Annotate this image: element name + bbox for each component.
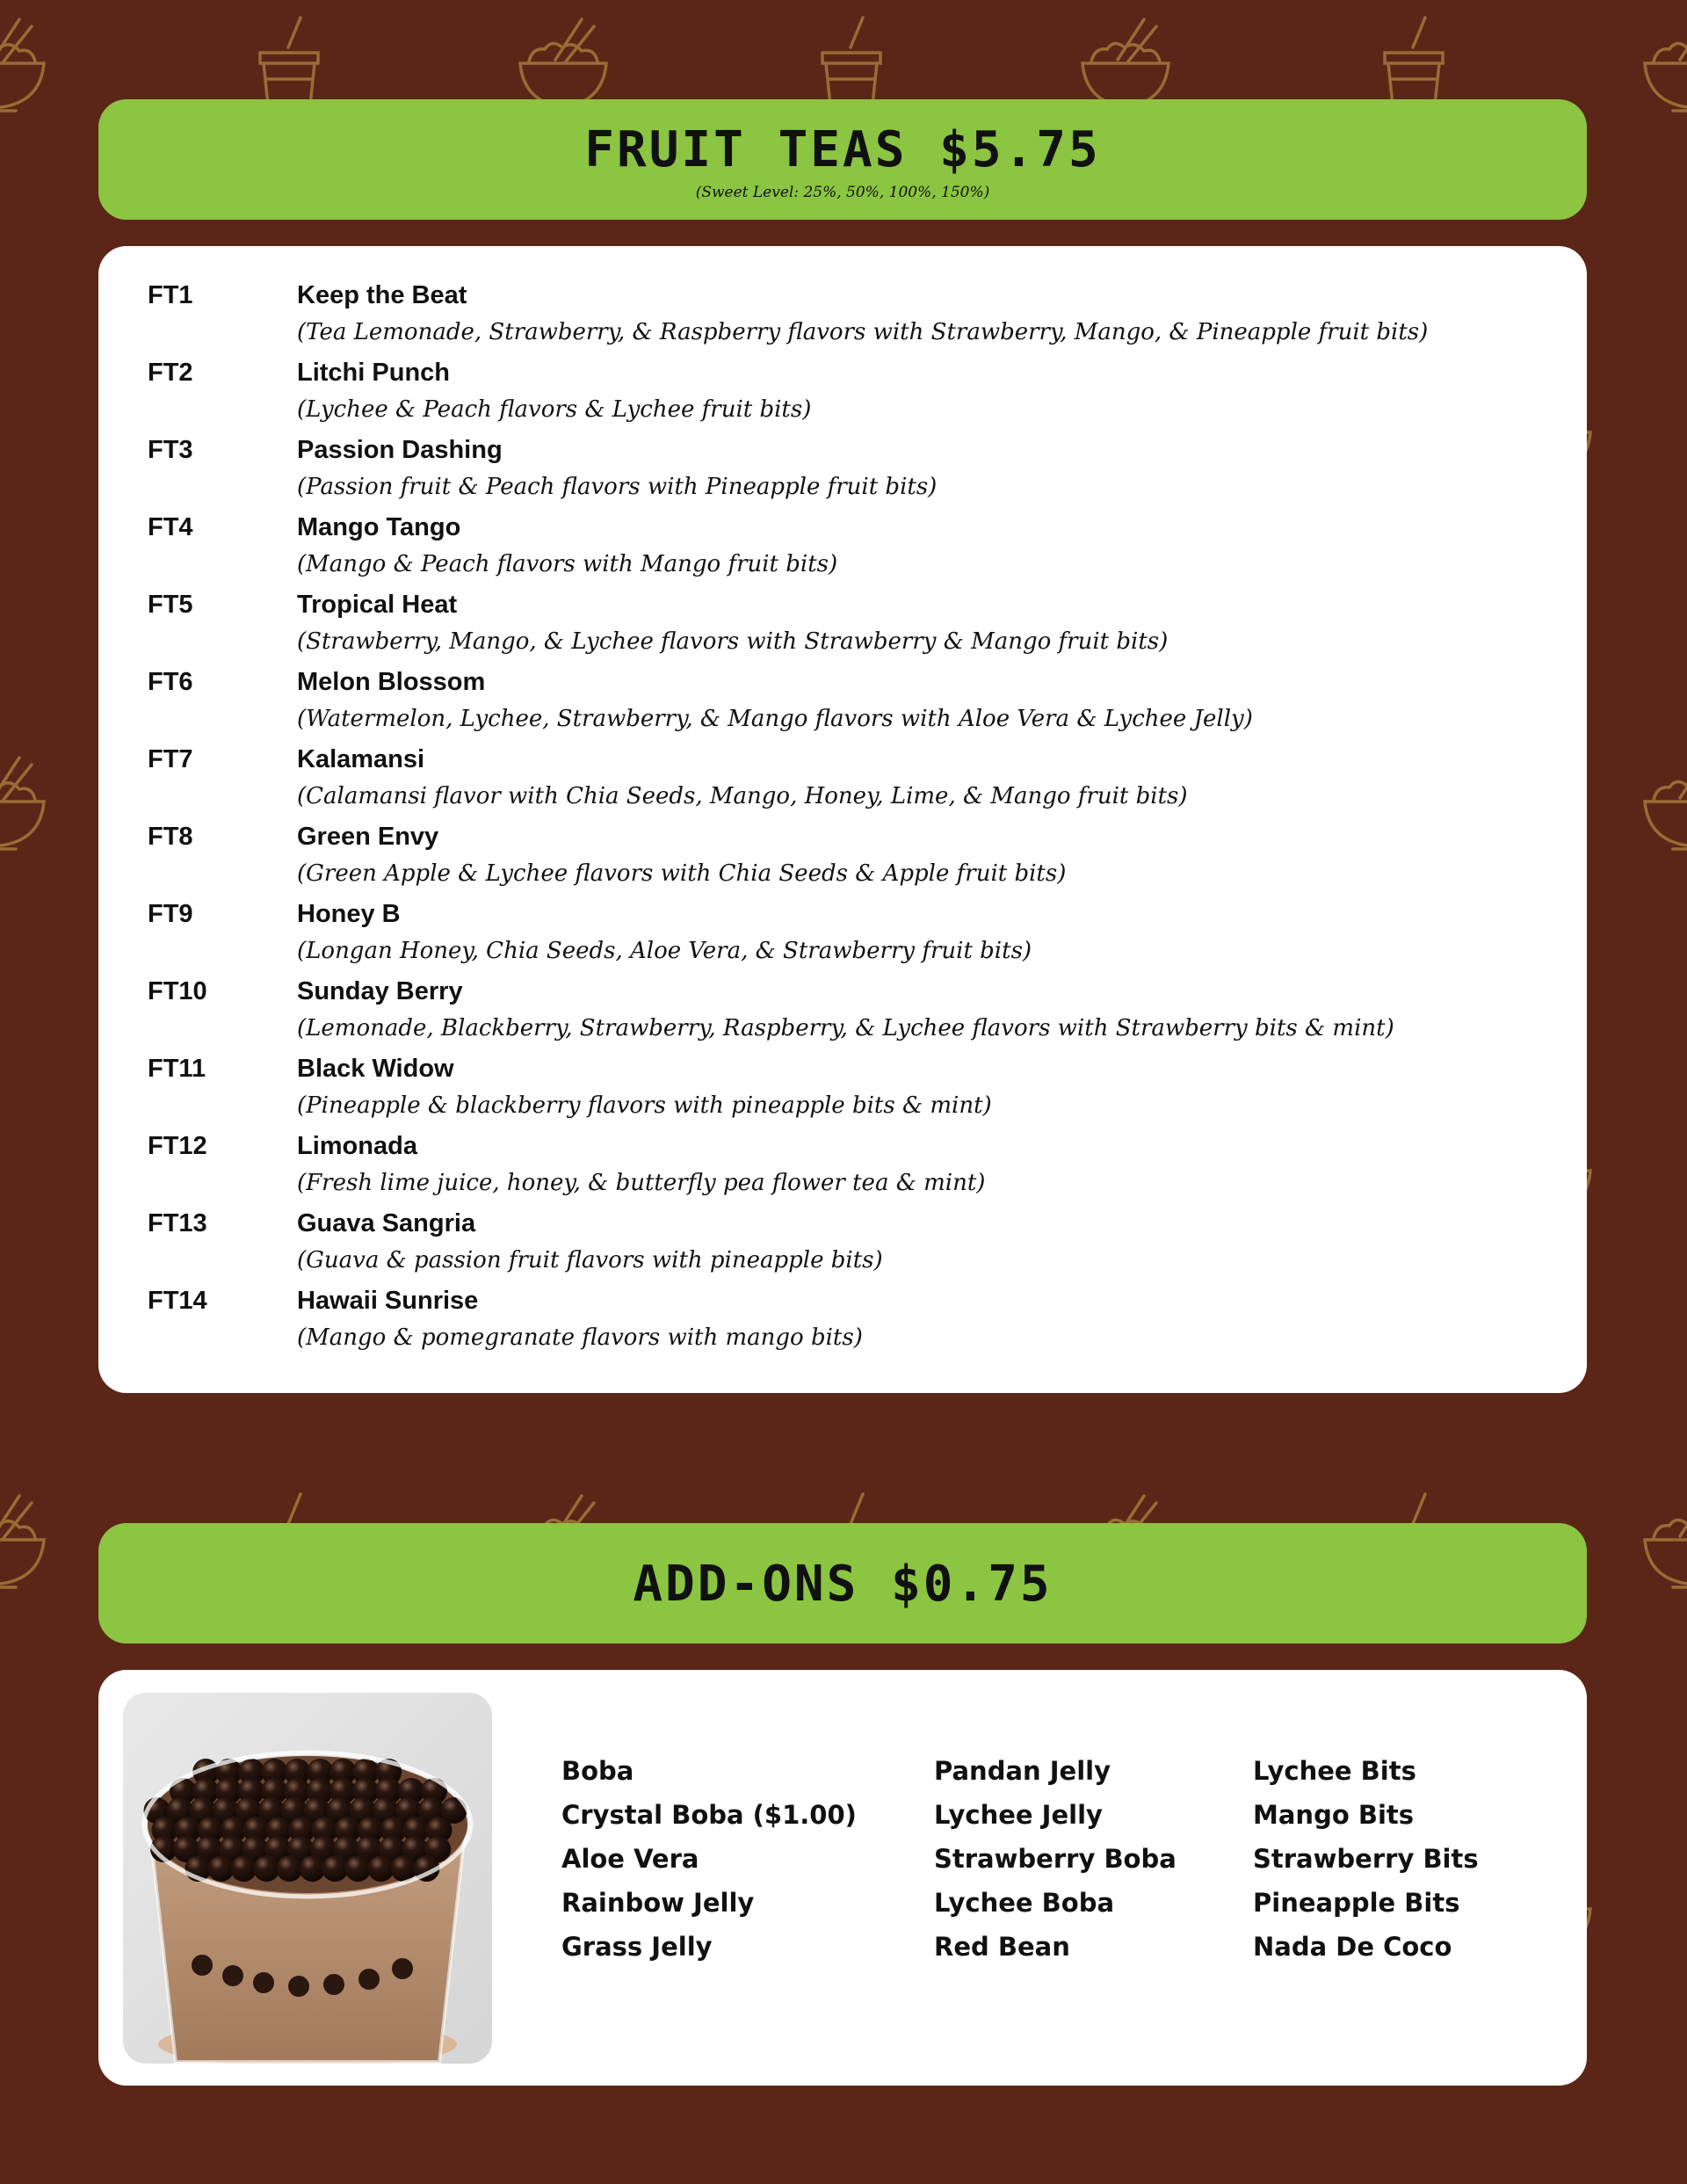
- boba-cup-photo: [123, 1693, 492, 2064]
- item-name: Passion Dashing: [297, 436, 503, 464]
- item-description: (Fresh lime juice, honey, & butterfly pea flower tea & mint): [297, 1170, 986, 1196]
- item-description: (Mango & Peach flavors with Mango fruit bits): [297, 551, 838, 577]
- item-name: Guava Sangria: [297, 1209, 476, 1237]
- menu-item: [148, 281, 1571, 359]
- add-on-item: Strawberry Boba: [934, 1844, 1177, 1874]
- add-on-item: Strawberry Bits: [1253, 1844, 1479, 1874]
- menu-item: [148, 1209, 1571, 1287]
- item-code: FT9: [148, 900, 193, 928]
- add-ons-column-2: [934, 1756, 1177, 1976]
- tapioca-pearl: [207, 1855, 234, 1882]
- menu-item: [148, 513, 1571, 591]
- item-name: Hawaii Sunrise: [297, 1287, 479, 1315]
- item-code: FT2: [148, 359, 193, 387]
- tapioca-pearl: [367, 1855, 394, 1882]
- menu-item: [148, 668, 1571, 745]
- menu-item: [148, 1055, 1571, 1132]
- item-code: FT12: [148, 1132, 207, 1160]
- add-ons-banner: [98, 1523, 1587, 1643]
- item-code: FT10: [148, 977, 207, 1005]
- item-description: (Guava & passion fruit flavors with pineapple bits): [297, 1247, 883, 1273]
- item-description: (Pineapple & blackberry flavors with pineapple bits & mint): [297, 1092, 992, 1119]
- fruit-teas-card: [98, 246, 1587, 1393]
- fruit-teas-banner: [98, 99, 1587, 220]
- item-code: FT14: [148, 1287, 207, 1315]
- add-on-item: Mango Bits: [1253, 1800, 1415, 1830]
- item-name: Litchi Punch: [297, 359, 450, 387]
- add-ons-title: ADD-ONS $0.75: [633, 1556, 1053, 1613]
- noodle-bowl-icon: [1645, 758, 1687, 849]
- item-name: Honey B: [297, 900, 401, 928]
- item-description: (Lemonade, Blackberry, Strawberry, Raspberry, & Lychee flavors with Strawberry bits & mint): [297, 1015, 1394, 1041]
- item-description: (Passion fruit & Peach flavors with Pineapple fruit bits): [297, 474, 938, 500]
- item-name: Kalamansi: [297, 745, 425, 773]
- item-name: Sunday Berry: [297, 977, 463, 1005]
- item-name: Limonada: [297, 1132, 417, 1160]
- sweet-level-note: (Sweet Level: 25%, 50%, 100%, 150%): [695, 184, 990, 201]
- item-name: Black Widow: [297, 1055, 454, 1083]
- item-name: Mango Tango: [297, 513, 461, 541]
- item-code: FT1: [148, 281, 193, 309]
- menu-item: [148, 745, 1571, 823]
- tapioca-pearl: [276, 1855, 302, 1882]
- item-code: FT7: [148, 745, 193, 773]
- item-description: (Strawberry, Mango, & Lychee flavors with Strawberry & Mango fruit bits): [297, 628, 1169, 655]
- add-on-item: Rainbow Jelly: [561, 1888, 755, 1918]
- add-on-item: Lychee Boba: [934, 1888, 1115, 1918]
- add-on-item: Red Bean: [934, 1932, 1070, 1962]
- add-on-item: Grass Jelly: [561, 1932, 713, 1962]
- noodle-bowl-icon: [0, 19, 44, 111]
- menu-item: [148, 1132, 1571, 1209]
- item-description: (Lychee & Peach flavors & Lychee fruit bits): [297, 396, 812, 423]
- add-ons-card: [98, 1670, 1587, 2086]
- noodle-bowl-icon: [1082, 19, 1169, 111]
- item-code: FT11: [148, 1055, 206, 1083]
- item-name: Tropical Heat: [297, 591, 458, 619]
- item-name: Green Envy: [297, 823, 439, 851]
- noodle-bowl-icon: [0, 1496, 44, 1587]
- item-description: (Calamansi flavor with Chia Seeds, Mango, Honey, Lime, & Mango fruit bits): [297, 783, 1188, 809]
- noodle-bowl-icon: [0, 758, 44, 849]
- item-name: Melon Blossom: [297, 668, 486, 696]
- menu-item: [148, 977, 1571, 1055]
- tapioca-pearl: [299, 1855, 325, 1882]
- item-code: FT6: [148, 668, 193, 696]
- item-code: FT3: [148, 436, 193, 464]
- tapioca-pearl: [253, 1855, 279, 1882]
- add-on-item: Crystal Boba ($1.00): [561, 1800, 857, 1830]
- add-ons-column-3: [1253, 1756, 1479, 1976]
- item-code: FT5: [148, 591, 193, 619]
- menu-item: [148, 436, 1571, 513]
- tapioca-pearl: [230, 1855, 257, 1882]
- menu-item: [148, 359, 1571, 436]
- menu-item: [148, 900, 1571, 977]
- add-on-item: Boba: [561, 1756, 634, 1786]
- noodle-bowl-icon: [1645, 1496, 1687, 1587]
- add-on-item: Pineapple Bits: [1253, 1888, 1460, 1918]
- item-description: (Mango & pomegranate flavors with mango bits): [297, 1324, 863, 1351]
- add-on-item: Pandan Jelly: [934, 1756, 1111, 1786]
- item-code: FT4: [148, 513, 193, 541]
- item-name: Keep the Beat: [297, 281, 467, 309]
- add-ons-column-1: [561, 1756, 857, 1976]
- add-on-item: Lychee Bits: [1253, 1756, 1416, 1786]
- menu-item: [148, 1287, 1571, 1364]
- fruit-teas-list: [148, 281, 1571, 1364]
- fruit-teas-title: FRUIT TEAS $5.75: [584, 121, 1101, 178]
- add-on-item: Aloe Vera: [561, 1844, 699, 1874]
- item-code: FT8: [148, 823, 193, 851]
- menu-item: [148, 591, 1571, 668]
- menu-item: [148, 823, 1571, 900]
- add-on-item: Lychee Jelly: [934, 1800, 1103, 1830]
- item-description: (Watermelon, Lychee, Strawberry, & Mango flavors with Aloe Vera & Lychee Jelly): [297, 706, 1253, 732]
- item-code: FT13: [148, 1209, 207, 1237]
- item-description: (Tea Lemonade, Strawberry, & Raspberry flavors with Strawberry, Mango, & Pineapple fruit bits): [297, 319, 1429, 345]
- noodle-bowl-icon: [520, 19, 606, 111]
- item-description: (Longan Honey, Chia Seeds, Aloe Vera, & Strawberry fruit bits): [297, 938, 1032, 964]
- tapioca-pearl: [322, 1855, 348, 1882]
- item-description: (Green Apple & Lychee flavors with Chia Seeds & Apple fruit bits): [297, 860, 1067, 887]
- tapioca-pearl: [344, 1855, 371, 1882]
- add-on-item: Nada De Coco: [1253, 1932, 1452, 1962]
- noodle-bowl-icon: [1645, 19, 1687, 111]
